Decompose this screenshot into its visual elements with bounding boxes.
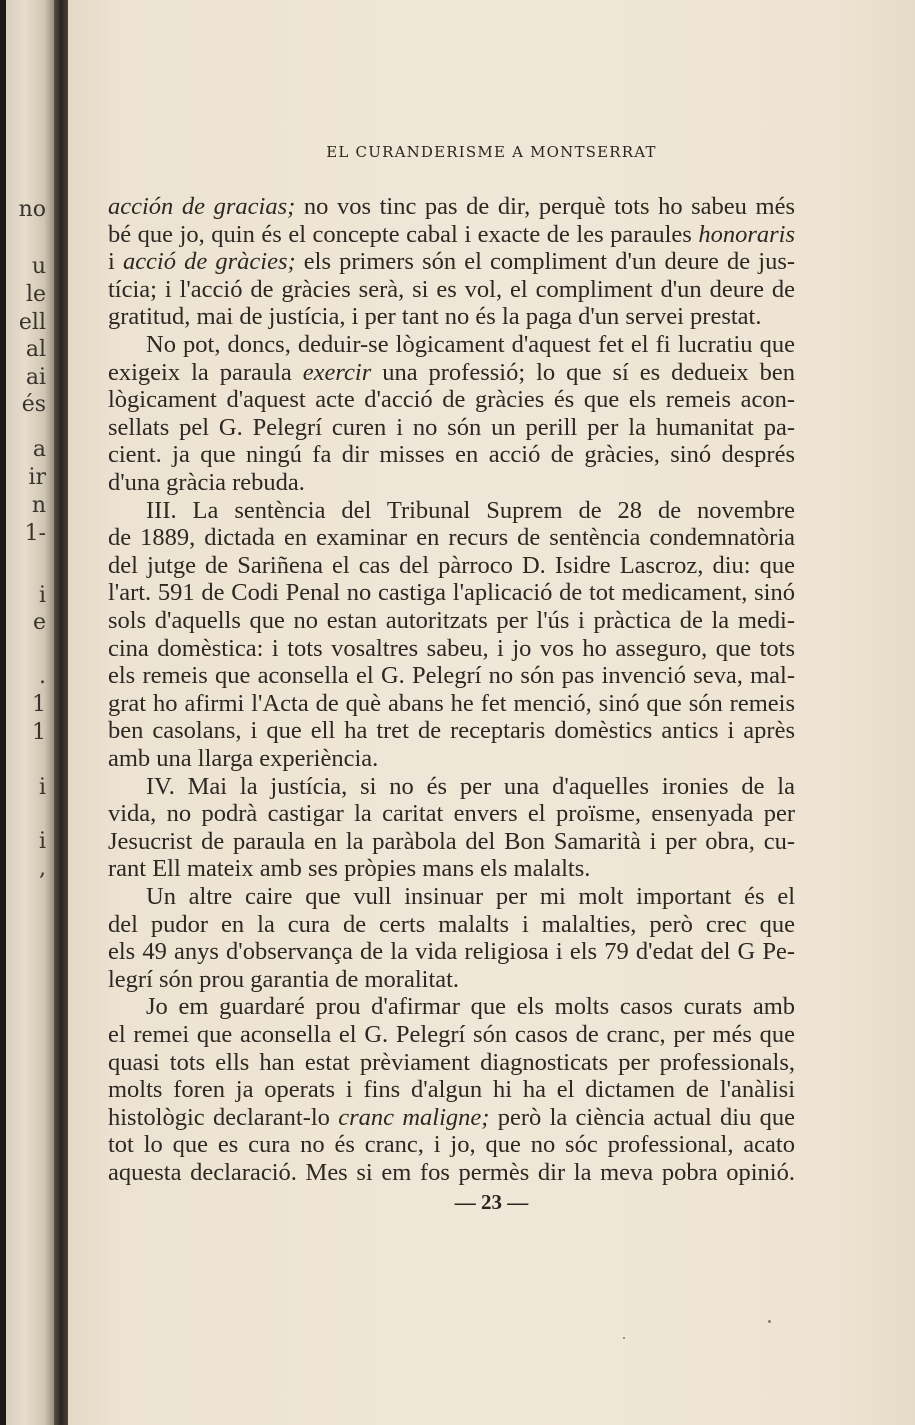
text-segment: l'art. 591 de Codi Penal no castiga l'aplicació de tot medicament, sinó — [108, 579, 795, 607]
facing-page-fragment: u — [31, 255, 46, 279]
text-segment: sellats pel G. Pelegrí curen i no són un perill per la humanitat pa- — [108, 413, 795, 441]
text-segment: IV. Mai la justícia, si no és per una d'aquelles ironies de la — [146, 772, 795, 800]
facing-page-fragment: ir — [28, 466, 46, 490]
running-head: EL CURANDERISME A MONTSERRAT — [326, 143, 657, 161]
facing-page-fragment: e — [32, 611, 46, 635]
text-segment: bé que jo, quin és el concepte cabal i exacte de les paraules — [108, 220, 699, 248]
text-segment: tot lo que es cura no és cranc, i jo, que no sóc professional, acato — [108, 1131, 795, 1159]
text-segment: legrí són prou garantia de moralitat. — [108, 965, 460, 993]
italic-text: acción de gracias; — [108, 193, 296, 220]
text-segment: del pudor en la cura de certs malalts i malalties, però crec que — [108, 910, 795, 938]
text-segment: sols d'aquells que no estan autoritzats per l'ús i pràctica de la medi- — [108, 607, 795, 634]
text-segment: Jo em guardaré prou d'afirmar que els molts casos curats amb — [146, 993, 795, 1021]
facing-page-fragment: 1- — [24, 522, 46, 546]
facing-page-edge — [6, 0, 54, 1425]
text-segment: el remei que aconsella el G. Pelegrí són casos de cranc, per més que — [108, 1021, 795, 1048]
facing-page-fragment: 1 — [32, 721, 46, 745]
facing-page-fragment: i — [38, 776, 46, 800]
italic-text: acció de gràcies; — [122, 248, 296, 276]
text-segment: de 1889, dictada en examinar en recurs de sentència condemnatòria — [108, 524, 795, 552]
facing-page-fragment: 1 — [32, 693, 46, 717]
text-segment: III. La sentència del Tribunal Suprem de 28 de novembre — [146, 496, 795, 524]
facing-page-fragment: i — [38, 584, 46, 608]
text-segment: però la ciència actual diu que — [489, 1103, 795, 1131]
text-segment: No pot, doncs, deduir-se lògicament d'aquest fet el fi lucratiu que — [146, 331, 795, 358]
italic-text: cranc maligne; — [338, 1103, 490, 1131]
text-segment: amb una llarga experiència. — [108, 745, 379, 772]
text-segment: Jesucrist de paraula en la paràbola del Bon Samarità i per obra, cu- — [108, 827, 795, 855]
text-segment: lògicament d'aquest acte d'acció de gràcies és que els remeis acon- — [108, 386, 795, 414]
text-segment: cina domèstica: i tots vosaltres sabeu, i jo vos ho asseguro, que tots — [108, 634, 795, 662]
text-segment: tícia; i l'acció de gràcies serà, si es vol, el compliment d'un deure de — [108, 275, 795, 303]
facing-page-fragment: le — [25, 283, 46, 307]
facing-page-fragment: i — [38, 830, 46, 854]
text-segment: vida, no podrà castigar la caritat envers el proïsme, ensenyada per — [108, 800, 795, 828]
text-segment: ben casolans, i que ell ha tret de receptaris domèstics antics i après — [108, 717, 795, 745]
text-segment: no vos tinc pas de dir, perquè tots ho sabeu més — [295, 193, 795, 220]
facing-page-fragment: ell — [18, 311, 46, 335]
facing-page-fragment: n — [31, 494, 46, 518]
italic-text: exercir — [302, 358, 372, 386]
text-segment: i — [108, 248, 123, 276]
text-segment: Un altre caire que vull insinuar per mi molt important és el — [146, 883, 795, 910]
facing-page-fragment: ai — [25, 366, 46, 390]
book-page — [68, 0, 915, 1425]
text-segment: aquesta declaració. Mes si em fos permès dir la meva pobra opinió. — [108, 1159, 795, 1186]
text-segment: histològic declarant-lo — [108, 1103, 339, 1131]
text-segment: molts foren ja operats i fins d'algun hi ha el dictamen de l'anàlisi — [108, 1076, 795, 1104]
text-segment: els primers són el compliment d'un deure de jus- — [295, 248, 796, 276]
text-line — [108, 1156, 795, 1190]
facing-page-fragment: al — [25, 338, 46, 362]
text-segment: quasi tots ells han estat prèviament diagnosticats per professionals, — [108, 1048, 795, 1076]
facing-page-fragment: és — [21, 393, 46, 417]
facing-page-fragment: . — [39, 665, 46, 689]
text-segment: gratitud, mai de justícia, i per tant no és la paga d'un servei prestat. — [108, 303, 762, 331]
text-segment: una professió; lo que sí es dedueix ben — [371, 358, 796, 386]
paper-speck — [623, 1337, 625, 1339]
facing-page-fragment: , — [39, 857, 46, 881]
facing-page-fragment: a — [32, 438, 46, 462]
book-gutter — [54, 0, 68, 1425]
paper-speck — [768, 1320, 771, 1323]
text-segment: grat ho afirmi l'Acta de què abans he fet menció, sinó que són remeis — [108, 689, 795, 717]
text-segment: els remeis que aconsella el G. Pelegrí no són pas invenció seva, mal- — [108, 662, 795, 690]
italic-text: honoraris — [698, 220, 795, 248]
text-segment: del jutge de Sariñena el cas del pàrroco D. Isidre Lascroz, diu: que — [108, 551, 795, 579]
facing-page-fragment: no — [18, 198, 46, 222]
text-segment: cient. ja que ningú fa dir misses en acció de gràcies, sinó després — [108, 441, 795, 469]
text-segment: exigeix la paraula — [108, 358, 303, 386]
text-segment: rant Ell mateix amb ses pròpies mans els malalts. — [108, 855, 591, 883]
text-segment: d'una gràcia rebuda. — [108, 469, 305, 496]
page-number: — 23 — — [454, 1190, 529, 1214]
text-segment: els 49 anys d'observança de la vida religiosa i els 79 d'edat del G Pe- — [108, 938, 795, 966]
